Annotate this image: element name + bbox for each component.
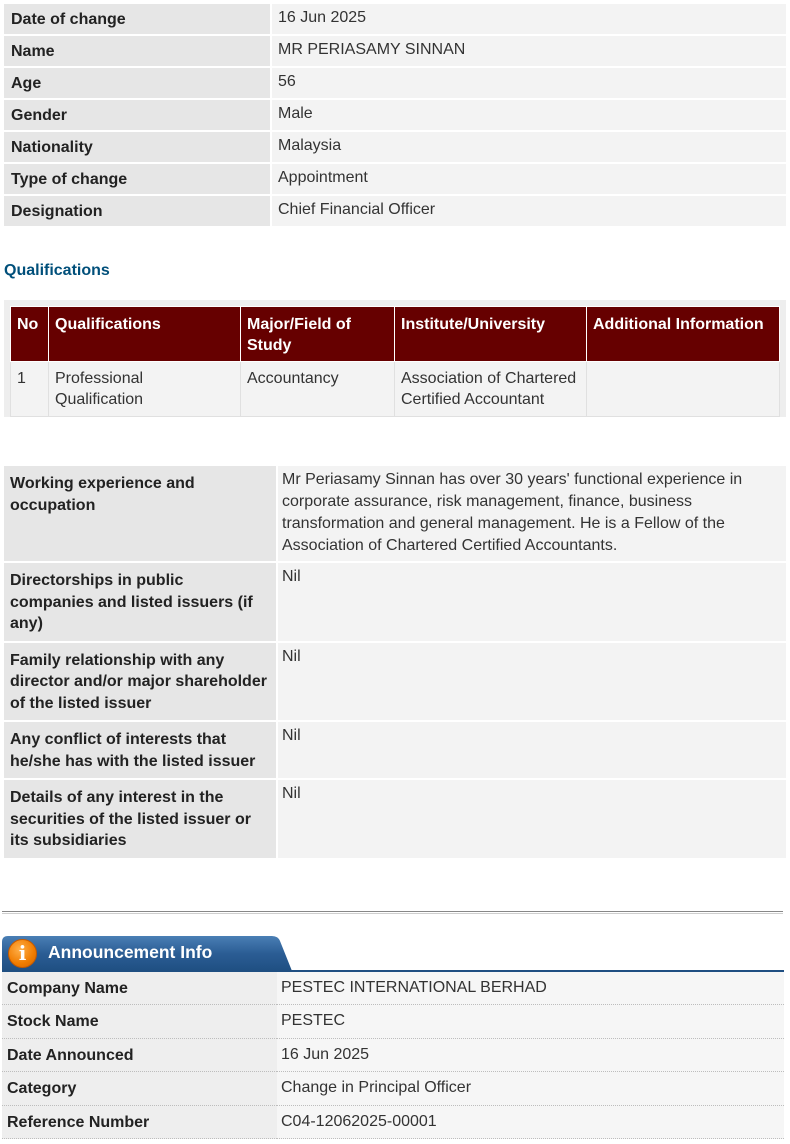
detail-label: Working experience and occupation (4, 466, 276, 563)
qualifications-title: Qualifications (4, 262, 110, 279)
announcement-row (2, 1106, 784, 1139)
cell-qualification: Professional Qualification (49, 362, 241, 417)
info-label: Date of change (4, 4, 270, 36)
info-row (4, 132, 786, 164)
cell-major: Accountancy (241, 362, 395, 417)
announcement-row (2, 1072, 784, 1105)
detail-label: Details of any interest in the securities of the listed issuer or its subsidiaries (4, 780, 276, 860)
info-value: 16 Jun 2025 (270, 4, 786, 36)
qualifications-table (10, 306, 780, 417)
announcement-value: C04-12062025-00001 (277, 1106, 784, 1139)
info-value: 56 (270, 68, 786, 100)
announcement-row (2, 972, 784, 1005)
announcement-label: Company Name (2, 972, 277, 1005)
detail-value: Nil (276, 563, 786, 643)
detail-label: Any conflict of interests that he/she has with the listed issuer (4, 722, 276, 780)
personal-info-table (4, 4, 786, 228)
detail-row (4, 563, 786, 643)
info-row (4, 196, 786, 228)
info-row (4, 100, 786, 132)
info-label: Name (4, 36, 270, 68)
detail-value: Mr Periasamy Sinnan has over 30 years' functional experience in corporate assurance, risk management, finance, business transformation and general management. He is a Fellow of the Association of Chartered Certified Accountants. (276, 466, 786, 563)
announcement-info-tab (2, 936, 292, 971)
table-header-row (11, 307, 780, 362)
detail-row (4, 780, 786, 860)
column-header-major: Major/Field of Study (241, 307, 395, 362)
info-row (4, 4, 786, 36)
section-divider (2, 911, 783, 914)
detail-row (4, 643, 786, 723)
info-row (4, 68, 786, 100)
column-header-additional-info: Additional Information (587, 307, 780, 362)
info-label: Designation (4, 196, 270, 228)
detail-row (4, 466, 786, 563)
qualifications-table-wrapper (4, 300, 786, 417)
info-value: Male (270, 100, 786, 132)
info-value: Appointment (270, 164, 786, 196)
announcement-label: Reference Number (2, 1106, 277, 1139)
table-row (11, 362, 780, 417)
detail-value: Nil (276, 643, 786, 723)
cell-no: 1 (11, 362, 49, 417)
cell-institute: Association of Chartered Certified Accountant (395, 362, 587, 417)
column-header-institute: Institute/University (395, 307, 587, 362)
detail-label: Family relationship with any director and/or major shareholder of the listed issuer (4, 643, 276, 723)
info-value: Chief Financial Officer (270, 196, 786, 228)
announcement-label: Date Announced (2, 1039, 277, 1072)
info-row (4, 164, 786, 196)
detail-label: Directorships in public companies and listed issuers (if any) (4, 563, 276, 643)
announcement-label: Category (2, 1072, 277, 1105)
info-label: Age (4, 68, 270, 100)
announcement-info-table (2, 972, 784, 1139)
detail-value: Nil (276, 722, 786, 780)
info-label: Gender (4, 100, 270, 132)
info-label: Type of change (4, 164, 270, 196)
cell-additional-info (587, 362, 780, 417)
announcement-value: Change in Principal Officer (277, 1072, 784, 1105)
announcement-value: PESTEC INTERNATIONAL BERHAD (277, 972, 784, 1005)
info-icon: i (8, 939, 37, 968)
announcement-value: 16 Jun 2025 (277, 1039, 784, 1072)
announcement-info-title: Announcement Info (48, 942, 213, 962)
detail-row (4, 722, 786, 780)
info-row (4, 36, 786, 68)
column-header-no: No (11, 307, 49, 362)
column-header-qualifications: Qualifications (49, 307, 241, 362)
announcement-value: PESTEC (277, 1005, 784, 1038)
info-value: MR PERIASAMY SINNAN (270, 36, 786, 68)
announcement-row (2, 1039, 784, 1072)
announcement-row (2, 1005, 784, 1038)
info-value: Malaysia (270, 132, 786, 164)
announcement-label: Stock Name (2, 1005, 277, 1038)
details-table (4, 466, 786, 860)
detail-value: Nil (276, 780, 786, 860)
info-label: Nationality (4, 132, 270, 164)
